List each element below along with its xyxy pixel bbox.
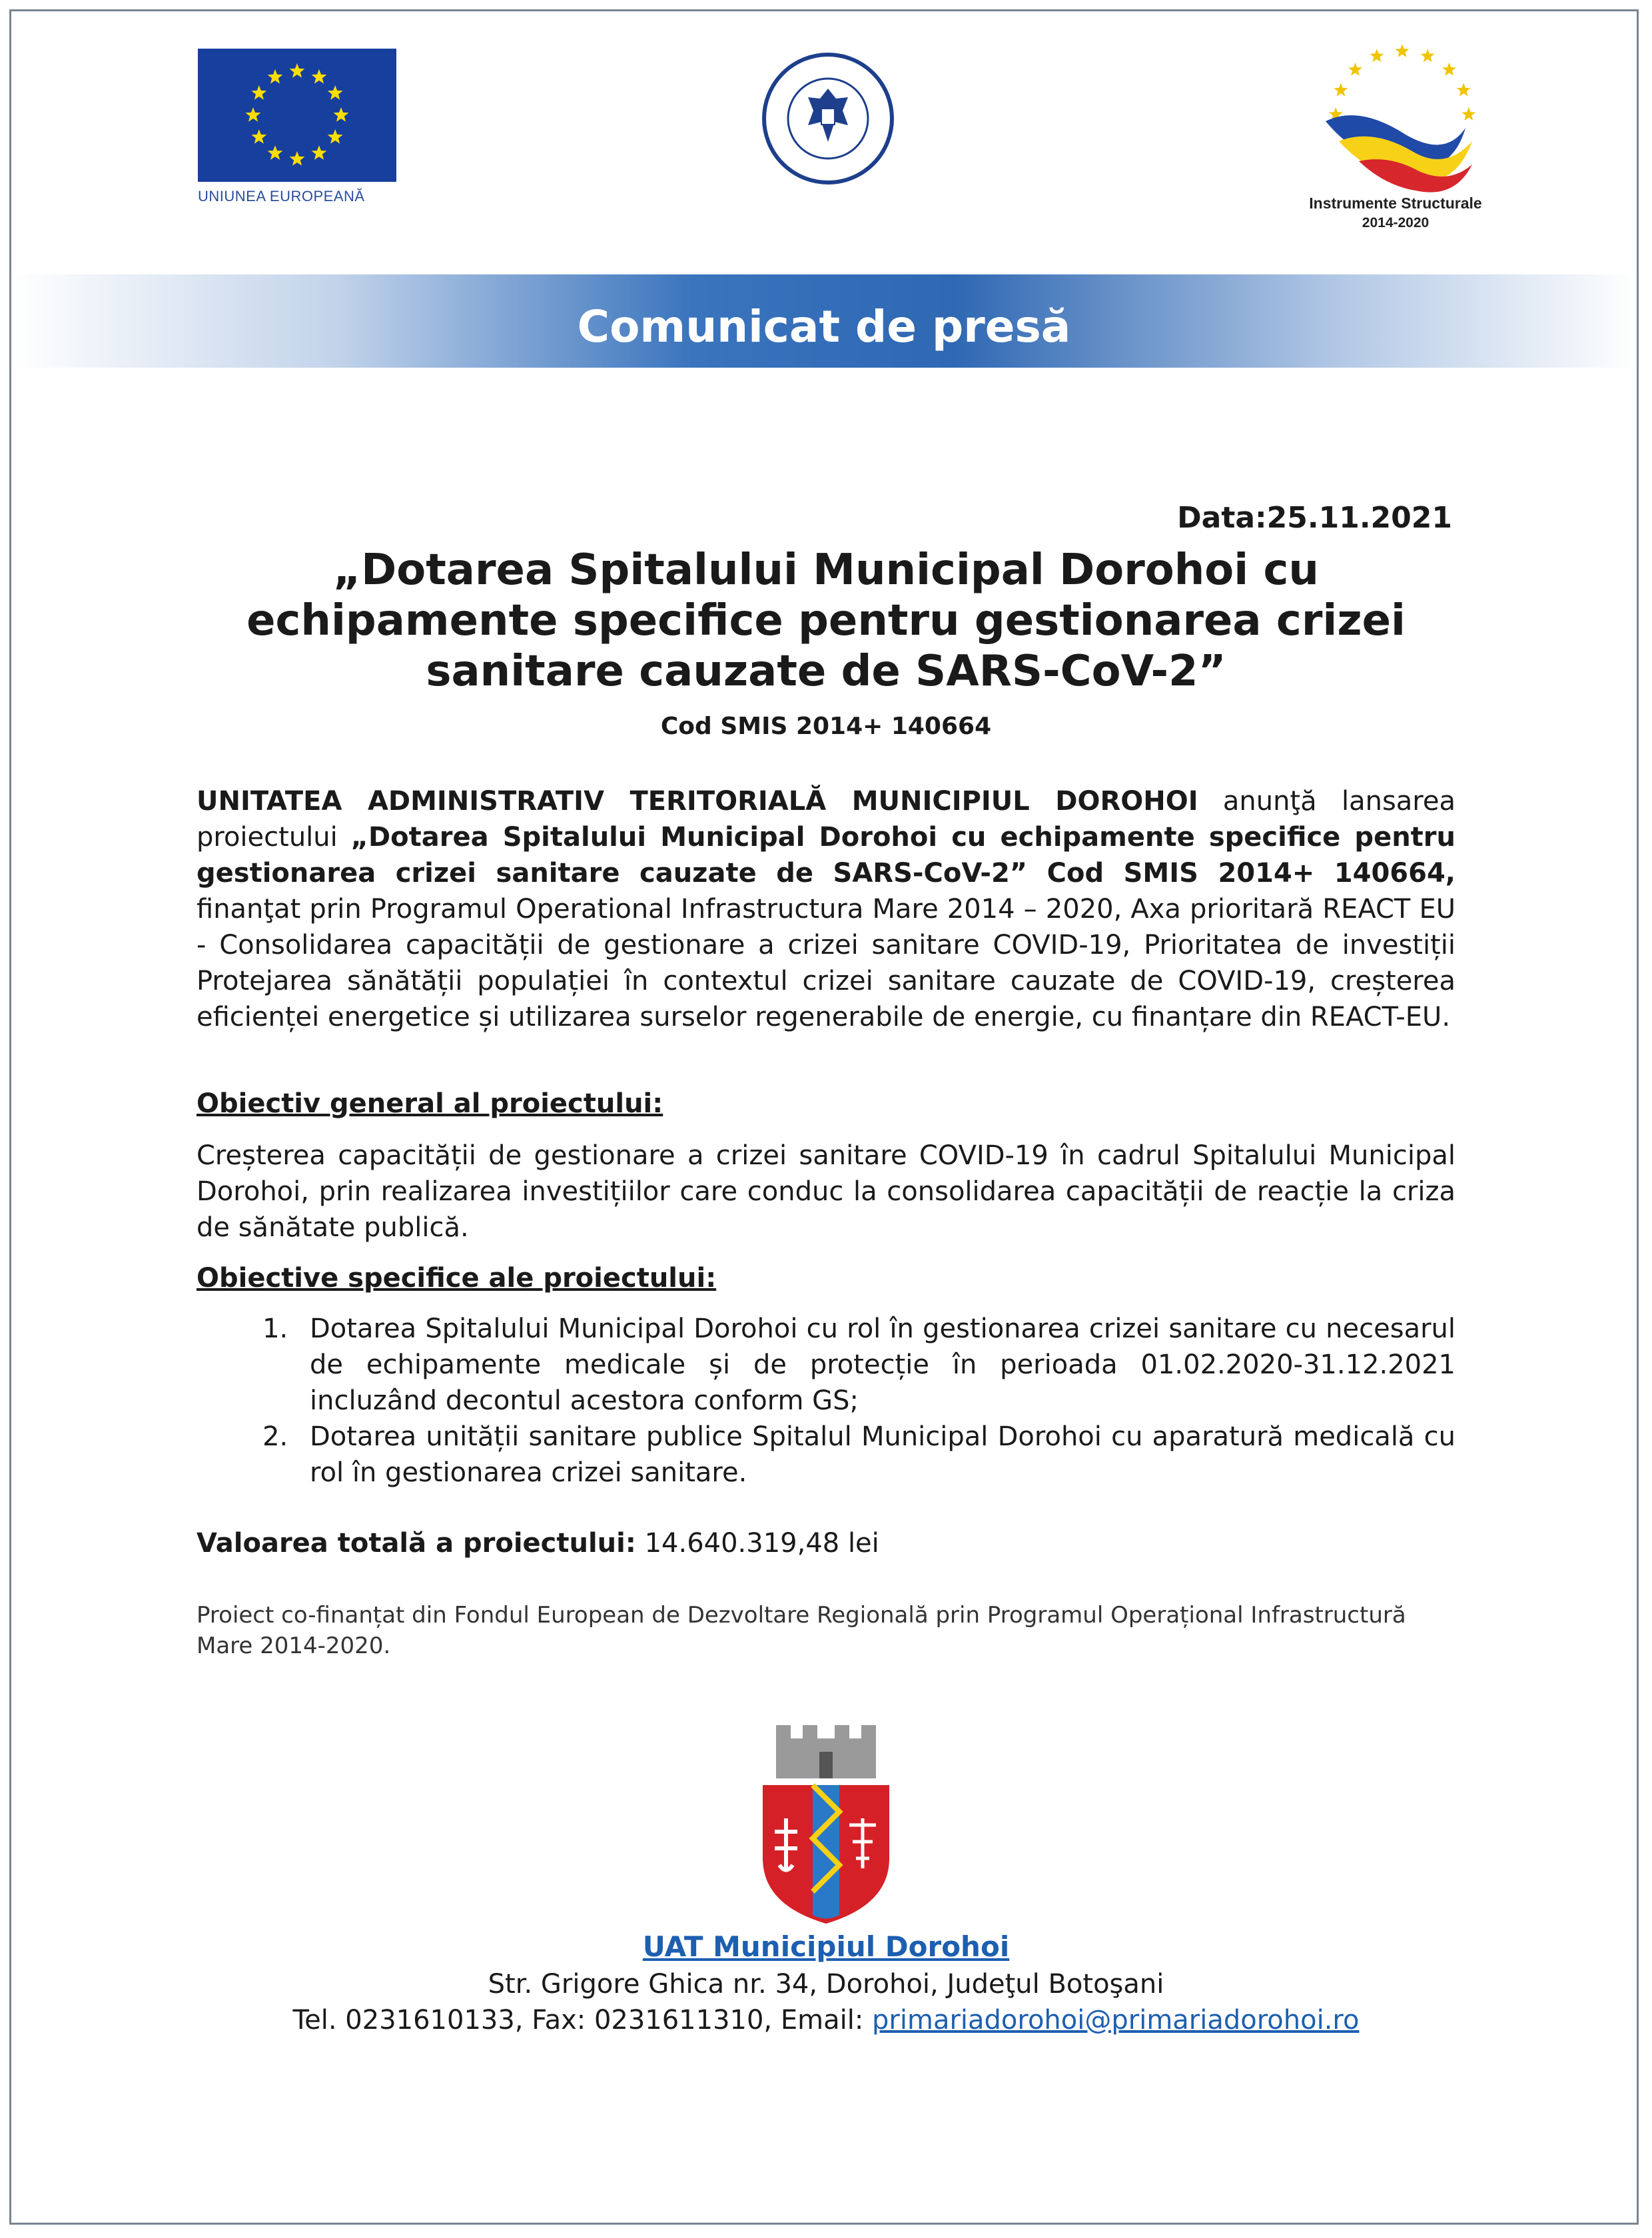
is-star-icon <box>1370 49 1384 62</box>
is-star-icon <box>1461 107 1475 121</box>
is-caption-line1: Instrumente Structurale <box>1309 194 1482 212</box>
intro-org-name: UNITATEA ADMINISTRATIV TERITORIALĂ MUNICIPIUL DOROHOI <box>197 786 1198 817</box>
cofinancing-note-text: Proiect co-finanțat din Fondul European de Dezvoltare Regională prin Programul Operațional Infrastructură Mare 2014-2020. <box>197 1602 1406 1659</box>
specific-objectives-list <box>197 1311 1455 1491</box>
dorohoi-coat-of-arms <box>756 1725 896 1925</box>
is-star-icon <box>1348 63 1362 76</box>
intro-text-2: finanţat prin Programul Operational Infrastructura Mare 2014 – 2020, Axa prioritară REACT EU - Consolidarea capacității de gestionare a crizei sanitare COVID-19, Prioritatea de investiții Protejarea sănătății populației în contextul crizei sanitare cauzate de COVID-19, creșterea eficienței energetice și utilizarea surselor regenerabile de energie, cu finanțare din REACT-EU. <box>197 894 1455 1032</box>
is-star-icon <box>1442 63 1456 76</box>
project-title: „Dotarea Spitalului Municipal Dorohoi cu echipamente specifice pentru gestionarea crizei sanitare cauzate de SARS-CoV-2” <box>246 546 1406 696</box>
intro-project-name: „Dotarea Spitalului Municipal Dorohoi cu echipamente specifice pentru gestionarea crizei sanitare cauzate de SARS-CoV-2” Cod SMIS 2014+ 140664, <box>197 822 1455 889</box>
phone-fax-text: Tel. 0231610133, Fax: 0231611310, Email: <box>292 2005 873 2036</box>
press-release-banner <box>11 274 1637 368</box>
general-objective-body <box>197 1138 1455 1246</box>
intro-text-1: anunţă lansarea proiectului <box>197 786 1455 853</box>
address-line: Str. Grigore Ghica nr. 34, Dorohoi, Judeţul Botoşani <box>488 1969 1164 2000</box>
is-caption-line2: 2014-2020 <box>1362 215 1430 230</box>
total-value-label: Valoarea totală a proiectului: <box>197 1528 636 1559</box>
intro-paragraph <box>197 783 1455 1035</box>
general-objective-text: Creșterea capacității de gestionare a crizei sanitare COVID-19 în cadrul Spitalului Municipal Dorohoi, prin realizarea investițiilor care conduc la consolidarea capacității de reacție la criza de sănătate publică. <box>197 1140 1455 1243</box>
list-item: 1. Dotarea Spitalului Municipal Dorohoi cu rol în gestionarea crizei sanitare cu necesarul de echipamente medicale și de protecție în perioada 01.02.2020-31.12.2021 incluzând decontul acestora conform GS; <box>296 1311 1455 1419</box>
organization-link[interactable]: UAT Municipiul Dorohoi <box>642 1930 1010 1963</box>
specific-objectives-heading: Obiective specifice ale proiectului: <box>197 1263 717 1294</box>
smis-code: Cod SMIS 2014+ 140664 <box>660 713 992 740</box>
government-seal-logo <box>761 52 895 185</box>
banner-title: Comunicat de presă <box>577 301 1071 352</box>
contact-line <box>200 2002 1452 2038</box>
email-link[interactable]: primariadorohoi@primariadorohoi.ro <box>872 2005 1360 2036</box>
is-star-icon <box>1334 83 1348 97</box>
instrumente-structurale-caption <box>1282 194 1509 231</box>
eu-flag-logo <box>198 49 396 182</box>
total-value-line <box>197 1525 1455 1561</box>
instrumente-structurale-logo <box>1312 41 1492 194</box>
general-objective-section <box>197 1086 1455 1122</box>
general-objective-heading: Obiectiv general al proiectului: <box>197 1088 663 1119</box>
release-date: Data:25.11.2021 <box>1177 501 1452 535</box>
eu-caption: UNIUNEA EUROPEANĂ <box>198 188 365 204</box>
is-star-icon <box>1421 49 1435 62</box>
list-item: 2. Dotarea unității sanitare publice Spitalul Municipal Dorohoi cu aparatură medicală cu rol în gestionarea crizei sanitare. <box>296 1419 1455 1491</box>
specific-objectives-section <box>197 1260 1455 1296</box>
cofinancing-note <box>197 1600 1455 1661</box>
is-star-icon <box>1396 44 1410 57</box>
is-star-icon <box>1457 83 1471 97</box>
total-value-amount: 14.640.319,48 lei <box>635 1528 879 1559</box>
